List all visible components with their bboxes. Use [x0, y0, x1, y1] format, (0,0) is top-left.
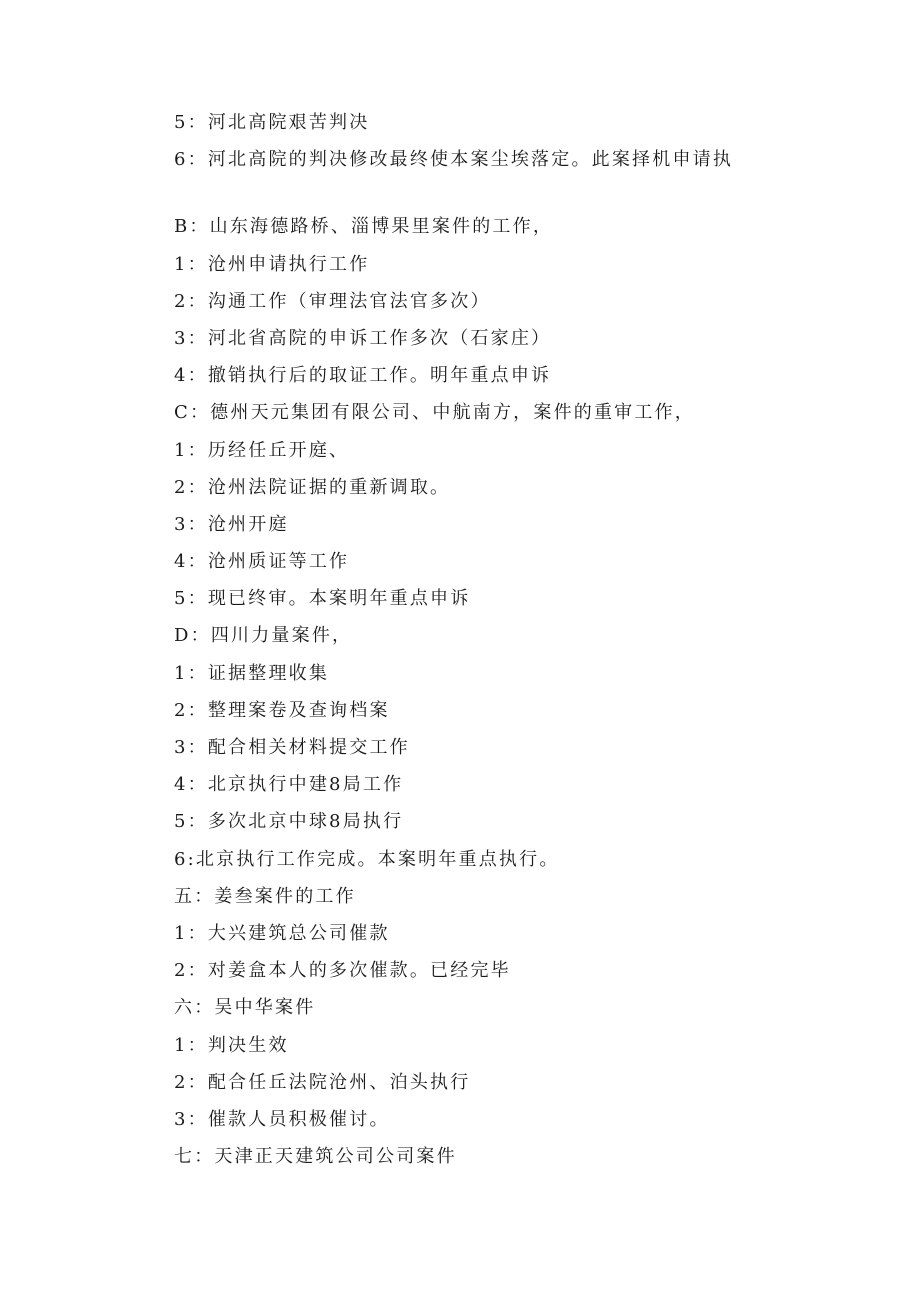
text-line: 3：催款人员积极催讨。 — [174, 1108, 390, 1130]
text-line: 1：沧州申请执行工作 — [174, 253, 370, 275]
section-heading: 六：吴中华案件 — [174, 997, 316, 1019]
text-line: 5：多次北京中球8局执行 — [174, 811, 404, 833]
text-line: 2：配合任丘法院沧州、泊头执行 — [174, 1071, 471, 1093]
text-line: 2：对姜盒本人的多次催款。已经完毕 — [174, 960, 511, 982]
paragraph-gap — [174, 182, 874, 212]
section-heading: B：山东海德路桥、淄博果里案件的工作， — [174, 216, 554, 238]
text-line: 3：配合相关材料提交工作 — [174, 737, 410, 758]
text-line: 2：整理案卷及查询档案 — [174, 699, 390, 721]
text-line: 1：判决生效 — [174, 1034, 289, 1056]
text-line: 6：河北高院的判决修改最终使本案尘埃落定。此案择机申请执 — [174, 149, 734, 171]
text-line: 6:北京执行工作完成。本案明年重点执行。 — [174, 848, 560, 870]
text-line: 4：北京执行中建8局工作 — [174, 774, 404, 796]
text-line: 4：沧州质证等工作 — [174, 551, 350, 573]
text-line: 3：河北省高院的申诉工作多次（石家庄） — [174, 327, 552, 349]
text-line: 1：历经任丘开庭、 — [174, 439, 350, 461]
text-line: 1：大兴建筑总公司催款 — [174, 922, 390, 944]
text-line: 5：河北高院艰苦判决 — [174, 112, 370, 133]
document-body — [174, 108, 874, 1179]
text-line: 3：沧州开庭 — [174, 513, 289, 535]
text-line: 1：证据整理收集 — [174, 662, 330, 684]
section-heading: 七：天津正天建筑公司公司案件 — [174, 1146, 457, 1168]
text-line: 5：现已终审。本案明年重点申诉 — [174, 588, 471, 610]
section-heading: 五：姜叁案件的工作 — [174, 885, 356, 907]
text-line: 4：撤销执行后的取证工作。明年重点申诉 — [174, 365, 552, 387]
section-heading: D：四川力量案件， — [174, 625, 353, 647]
text-line: 2：沟通工作（审理法官法官多次） — [174, 290, 491, 312]
text-line: 2：沧州法院证据的重新调取。 — [174, 476, 451, 498]
section-heading: C：德州天元集团有限公司、中航南方，案件的重审工作， — [174, 402, 695, 424]
